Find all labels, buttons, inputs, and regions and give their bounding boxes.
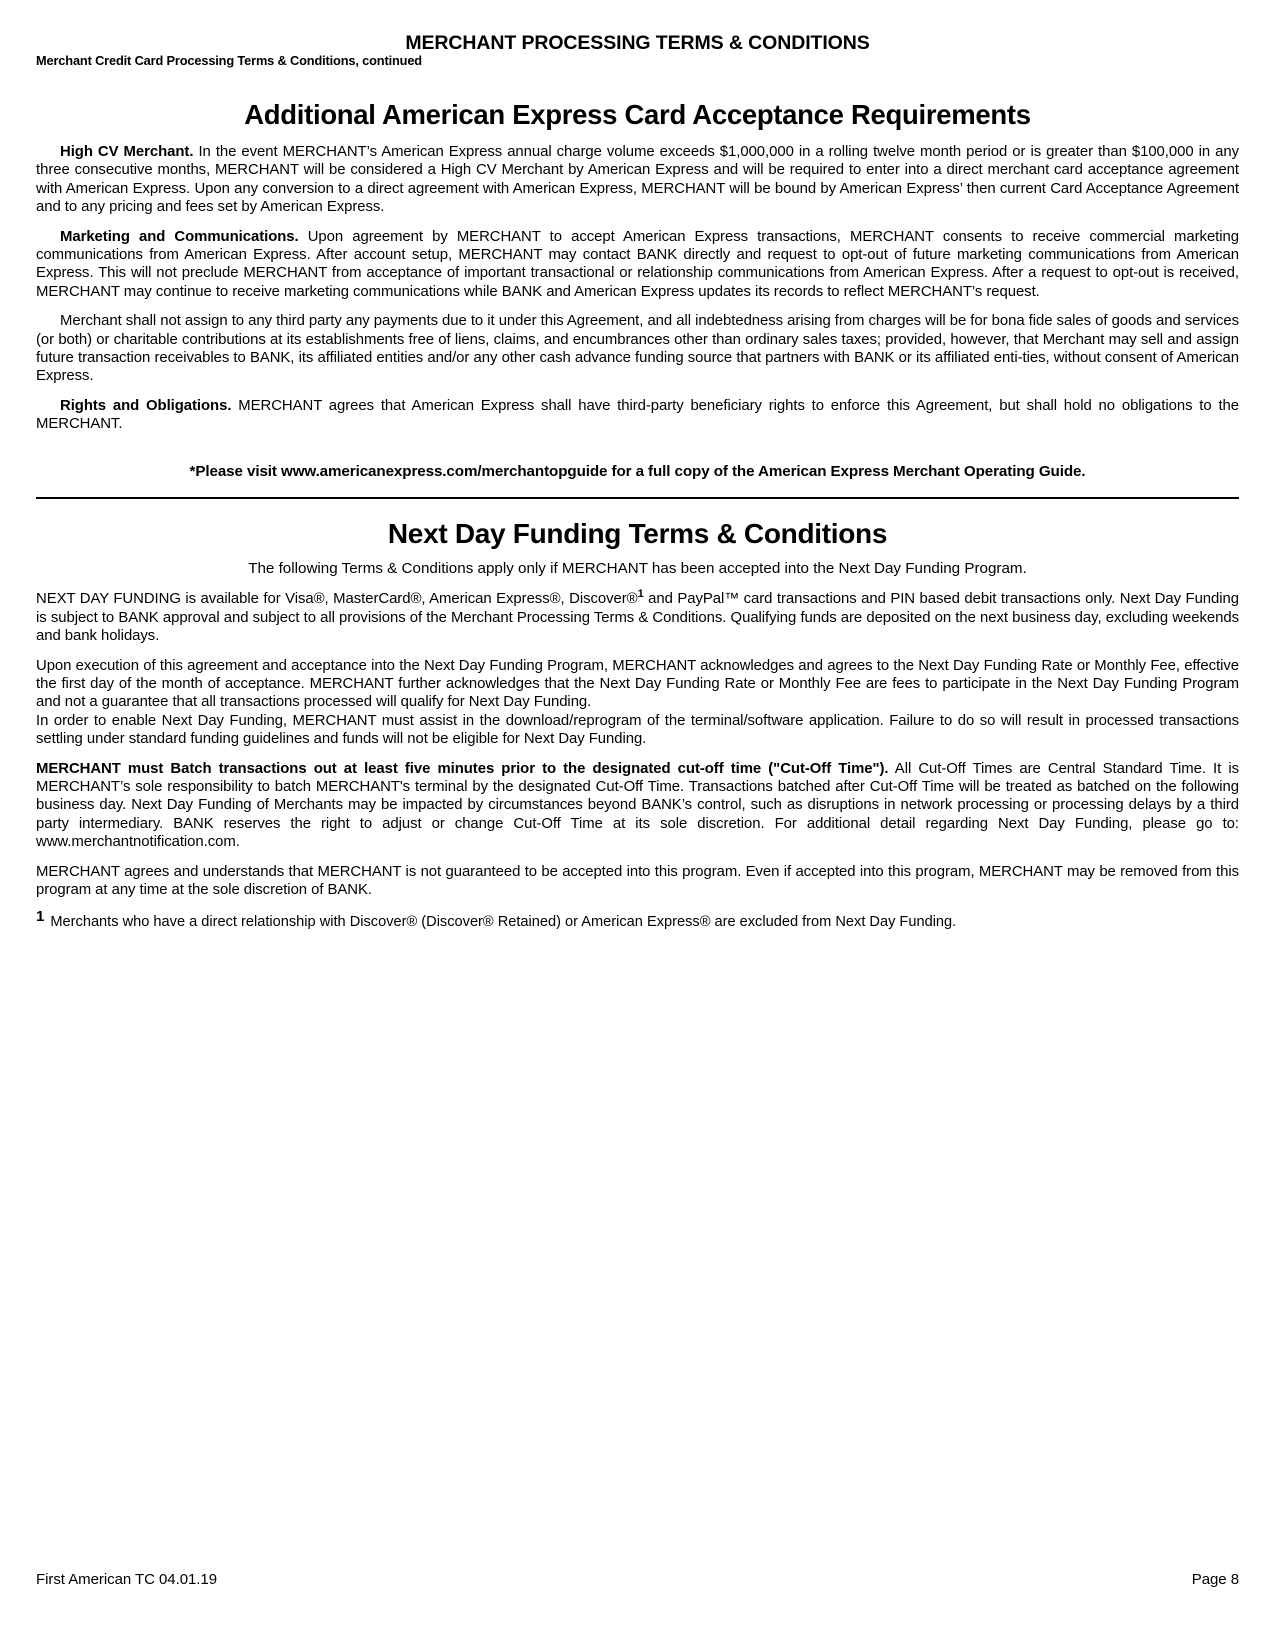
- running-head: [36, 30, 1239, 70]
- paragraph-ndf-availability-part1: NEXT DAY FUNDING is available for Visa®, MasterCard®, American Express®, Discover®: [36, 591, 638, 608]
- footnote-1: [36, 907, 1239, 931]
- paragraph-ndf-no-guarantee: MERCHANT agrees and understands that MERCHANT is not guaranteed to be accepted into this program. Even if accepted into this program, MERCHANT may be removed from this program at any time at the sole discretion of BANK.: [36, 863, 1239, 898]
- paragraph-rights-obligations: [36, 397, 1239, 434]
- paragraph-lead-batch-cutoff: MERCHANT must Batch transactions out at least five minutes prior to the designated cut-off time ("Cut-Off Time").: [36, 760, 889, 777]
- paragraph-lead-rights: Rights and Obligations.: [60, 397, 232, 414]
- section-title-next-day-funding: Next Day Funding Terms & Conditions: [387, 517, 888, 549]
- paragraph-lead-high-cv: High CV Merchant.: [60, 144, 194, 160]
- paragraph-high-cv-merchant: [36, 143, 1239, 217]
- paragraph-text-rights: MERCHANT agrees that American Express shall have third-party beneficiary rights to enforce this Agreement, but shall hold no obligations to the MERCHANT.: [36, 397, 1239, 433]
- continued-label: Merchant Credit Card Processing Terms & Conditions, continued: [36, 53, 422, 68]
- paragraph-text-marketing: Upon agreement by MERCHANT to accept American Express transactions, MERCHANT consents to receive commercial marketing communications from American Express. After account setup, MERCHANT may contact BANK directly and request to opt-out of future marketing communications from American Express. This will not preclude MERCHANT from acceptance of important transactional or relationship communications from American Express. After a request to opt-out is received, MERCHANT may continue to receive marketing communications while BANK and American Express updates its records to reflect MERCHANT’s request.: [36, 228, 1239, 300]
- footer-document-code: First American TC 04.01.19: [36, 1571, 218, 1588]
- footnote-text: Merchants who have a direct relationship with Discover® (Discover® Retained) or American Express® are excluded from Next Day Funding.: [46, 914, 957, 931]
- paragraph-marketing-communications: [36, 228, 1239, 302]
- document-title: MERCHANT PROCESSING TERMS & CONDITIONS: [405, 32, 870, 54]
- paragraph-text-assignment: Merchant shall not assign to any third party any payments due to it under this Agreement, and all indebtedness arising from charges will be for bona fide sales of goods and services (or both) or charitable contributions at its establishments free of liens, claims, and encumbrances other than ordinary sales taxes; provided, however, that Merchant may sell and assign future transaction receivables to BANK, its affiliated entities and/or any other cash advance funding source that partners with BANK or its affiliated enti-ties, without consent of American Express.: [36, 313, 1239, 385]
- paragraph-assignment: [36, 312, 1239, 386]
- section-title-amex: Additional American Express Card Acceptance Requirements: [244, 99, 1031, 130]
- footer-page-number: Page 8: [1191, 1571, 1239, 1588]
- next-day-funding-subtitle: The following Terms & Conditions apply only if MERCHANT has been accepted into the Next Day Funding Program.: [248, 560, 1027, 578]
- footnote-marker: 1: [36, 907, 45, 925]
- amex-operating-guide-notice: *Please visit www.americanexpress.com/merchantopguide for a full copy of the American Express Merchant Operating Guide.: [189, 462, 1086, 480]
- paragraph-ndf-availability: [36, 590, 1239, 645]
- paragraph-lead-marketing: Marketing and Communications.: [60, 228, 299, 245]
- paragraph-ndf-enable: In order to enable Next Day Funding, MERCHANT must assist in the download/reprogram of the terminal/software application. Failure to do so will result in processed transactions settling under standard funding guidelines and funds will not be eligible for Next Day Funding.: [36, 712, 1239, 748]
- paragraph-text-high-cv: In the event MERCHANT’s American Express annual charge volume exceeds $1,000,000 in a rolling twelve month period or is greater than $100,000 in any three consecutive months, MERCHANT will be considered a High CV Merchant by American Express and will be required to enter into a direct merchant card acceptance agreement with American Express. Upon any conversion to a direct agreement with American Express, MERCHANT will be bound by American Express’ then current Card Acceptance Agreement and to any pricing and fees set by American Express.: [36, 144, 1239, 216]
- paragraph-ndf-batch-cutoff: [36, 760, 1239, 852]
- paragraph-ndf-availability-part2: and PayPal™ card transactions and PIN based debit transactions only. Next Day Funding is subject to BANK approval and subject to all provisions of the Merchant Processing Terms & Conditions. Qualifying funds are deposited on the next business day, excluding weekends and bank holidays.: [36, 591, 1239, 645]
- footnote-reference-1: 1: [637, 588, 644, 601]
- paragraph-ndf-execution: Upon execution of this agreement and acceptance into the Next Day Funding Program, MERCHANT acknowledges and agrees to the Next Day Funding Rate or Monthly Fee, effective the first day of the month of acceptance. MERCHANT further acknowledges that the Next Day Funding Rate or Monthly Fee are fees to participate in the Next Day Funding Program and not a guarantee that all transactions processed will qualify for Next Day Funding.: [36, 657, 1239, 711]
- paragraph-text-batch-cutoff: All Cut-Off Times are Central Standard Time. It is MERCHANT’s sole responsibility to batch MERCHANT's terminal by the designated Cut-Off Time. Transactions batched after Cut-Off Time will be treated as batched on the following business day. Next Day Funding of Merchants may be impacted by circumstances beyond BANK’s control, such as disruptions in network processing or processing delays by a third party intermediary. BANK reserves the right to adjust or change Cut-Off Time at its sole discretion. For additional detail regarding Next Day Funding, please go to: www.merchantnotification.com.: [36, 760, 1239, 851]
- section-divider: [36, 497, 1239, 499]
- page-footer: [36, 1571, 1239, 1588]
